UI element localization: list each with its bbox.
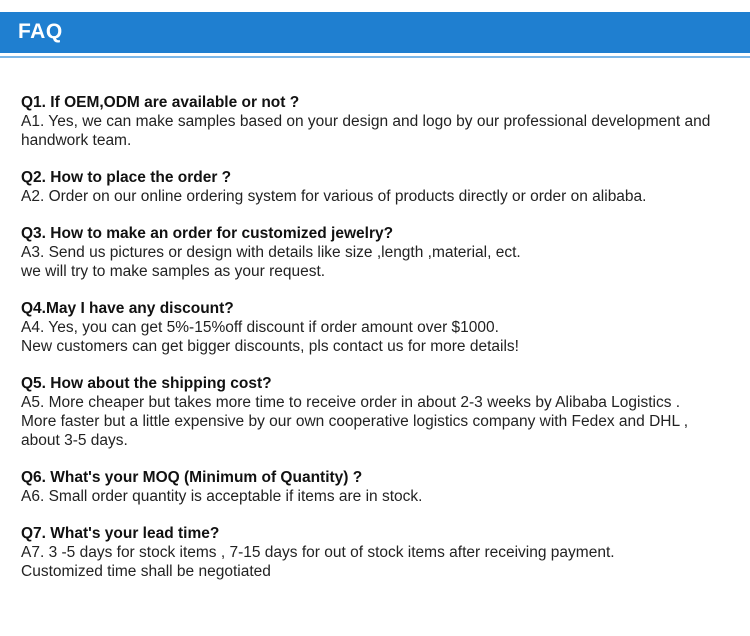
faq-answer-line: A4. Yes, you can get 5%-15%off discount if order amount over $1000. [21, 319, 499, 336]
faq-answer-line: More faster but a little expensive by our own cooperative logistics company with Fedex and DHL , [21, 413, 689, 430]
faq-answer-line: A5. More cheaper but takes more time to receive order in about 2-3 weeks by Alibaba Logistics . [21, 394, 681, 411]
faq-question: Q1. If OEM,ODM are available or not ? [21, 94, 300, 111]
faq-question: Q7. What's your lead time? [21, 525, 220, 542]
faq-answer-line: we will try to make samples as your request. [21, 263, 326, 280]
faq-answer-line: Customized time shall be negotiated [21, 563, 271, 580]
faq-answer-line: New customers can get bigger discounts, pls contact us for more details! [21, 338, 519, 355]
faq-item-q5 [21, 374, 743, 450]
faq-question: Q4.May I have any discount? [21, 300, 234, 317]
faq-question: Q3. How to make an order for customized jewelry? [21, 225, 394, 242]
faq-answer-line: handwork team. [21, 132, 132, 149]
faq-item-q6 [21, 468, 743, 506]
faq-answer-line: about 3-5 days. [21, 432, 128, 449]
faq-answer-line: A2. Order on our online ordering system for various of products directly or order on alibaba. [21, 188, 647, 205]
faq-question: Q2. How to place the order ? [21, 169, 232, 186]
faq-item-q3 [21, 224, 743, 281]
faq-answer-line: A7. 3 -5 days for stock items , 7-15 days for out of stock items after receiving payment. [21, 544, 615, 561]
faq-item-q7 [21, 524, 743, 581]
faq-header-bar [0, 12, 750, 53]
faq-item-q1 [21, 93, 743, 150]
faq-answer-line: A3. Send us pictures or design with details like size ,length ,material, ect. [21, 244, 521, 261]
faq-list [21, 93, 743, 599]
faq-item-q4 [21, 299, 743, 356]
faq-question: Q6. What's your MOQ (Minimum of Quantity) ? [21, 469, 363, 486]
faq-title: FAQ [18, 20, 63, 43]
header-divider [0, 56, 750, 58]
faq-answer-line: A1. Yes, we can make samples based on your design and logo by our professional development and [21, 113, 711, 130]
faq-question: Q5. How about the shipping cost? [21, 375, 272, 392]
faq-answer-line: A6. Small order quantity is acceptable if items are in stock. [21, 488, 423, 505]
faq-item-q2 [21, 168, 743, 206]
